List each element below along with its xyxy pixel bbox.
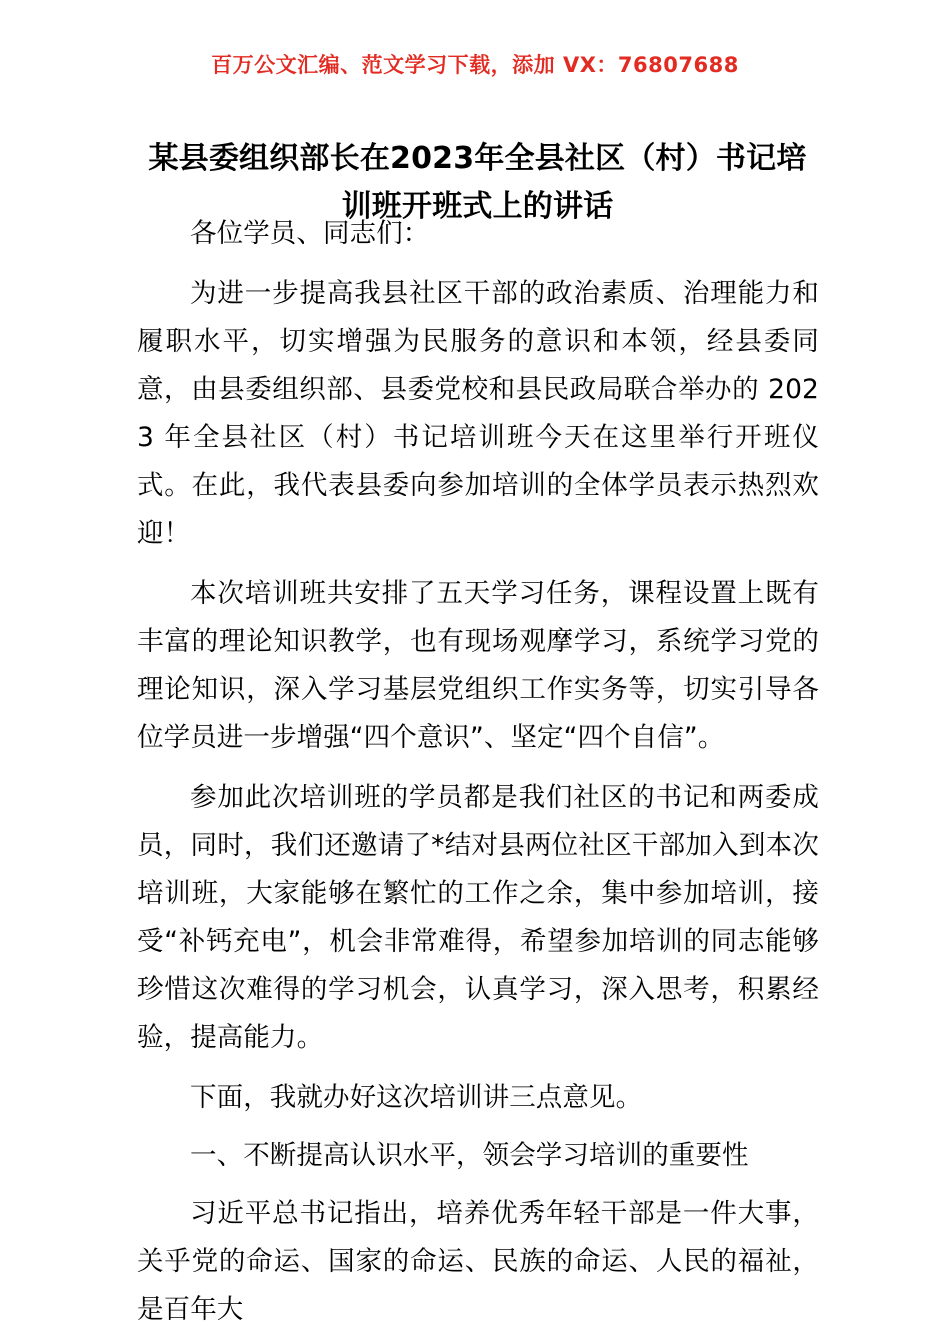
paragraph-salutation: 各位学员、同志们：: [190, 218, 430, 249]
section-heading-one: 一、不断提高认识水平，领会学习培训的重要性: [190, 1140, 749, 1171]
promo-header-banner: 百万公文汇编、范文学习下载，添加 VX：76807688: [211, 53, 739, 77]
page-title: 某县委组织部长在2023年全县社区（村）书记培训班开班式上的讲话: [148, 141, 807, 225]
paragraph-participants: 参加此次培训班的学员都是我们社区的书记和两委成员，同时，我们还邀请了*结对县两位社区干部加入到本次培训班，大家能够在繁忙的工作之余，集中参加培训，接受“补钙充电”，机会非常难得，希望参加培训的同志能够珍惜这次难得的学习机会，认真学习，深入思考，积累经验，提高能力。: [137, 782, 819, 1053]
paragraph-transition: 下面，我就办好这次培训讲三点意见。: [190, 1082, 643, 1113]
paragraph-curriculum: 本次培训班共安排了五天学习任务，课程设置上既有丰富的理论知识教学，也有现场观摩学习，系统学习党的理论知识，深入学习基层党组织工作实务等，切实引导各位学员进一步增强“四个意识”、坚定“四个自信”。: [137, 578, 819, 753]
paragraph-section-one-body: 习近平总书记指出，培养优秀年轻干部是一件大事，关乎党的命运、国家的命运、民族的命运、人民的福祉，是百年大: [137, 1198, 819, 1325]
document-body: [137, 210, 819, 1334]
paragraph-purpose: 为进一步提高我县社区干部的政治素质、治理能力和履职水平，切实增强为民服务的意识和本领，经县委同意，由县委组织部、县委党校和县民政局联合举办的 2023 年全县社区（村）书记培训班今天在这里举行开班仪式。在此，我代表县委向参加培训的全体学员表示热烈欢迎！: [137, 278, 819, 549]
